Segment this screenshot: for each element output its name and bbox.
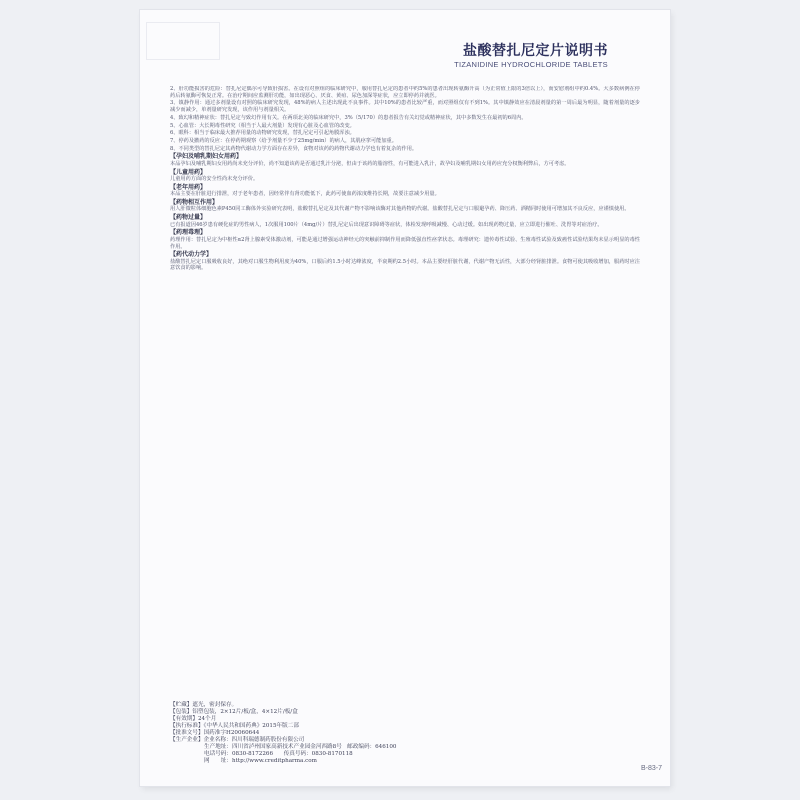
section-text: 已有报道因46岁患有硬化症的男性病人，1次服用100片（4mg/片）替扎尼定后出现意识障碍等症状，体检发现呼吸减慢、心动过缓。如出现药物过量，应立即进行催吐、洗胃等对症治疗。 (170, 221, 603, 228)
section-3 (170, 123, 640, 130)
section-heading: 【孕妇及哺乳期妇女用药】 (170, 153, 243, 161)
section-11 (170, 214, 640, 228)
manufacturer-line: 【生产企业】企业名称：四川科瑞德制药股份有限公司 (170, 737, 305, 743)
section-heading: 【药物过量】 (170, 214, 207, 222)
section-text: 8、不同类型的替扎尼定其药物代谢动力学方面存在差异，食物对该药的药物代谢动力学也有着复杂的作用。 (170, 145, 418, 152)
document-code: B-83-7 (640, 765, 662, 772)
section-8 (170, 169, 640, 183)
website-line: 网 址：http://www.creditpharma.com (204, 758, 317, 764)
instruction-sheet (140, 10, 670, 786)
section-heading: 【药物相互作用】 (170, 198, 219, 206)
section-text: 3、镇静作用：通过多剂量设有对照的临床研究发现，48%的病人主述出现此不良事件。其中10%的患者比较严重，而对照组仅有不到1%。其中镇静效应在清晨剂量的第一周后最为明显，随着剂量的逐步减少而减少，单剂量研究发现，该作用与剂量相关。 (170, 100, 640, 114)
standard-line: 【执行标准】《中华人民共和国药典》2015年版二部 (170, 723, 299, 729)
section-5 (170, 138, 640, 145)
document-body (170, 86, 640, 730)
section-text: 7、停药及撤药的反应：在停药期观察（给予剂量不少于25mg/min）的病人，其肌痉挛可能加重。 (170, 137, 397, 144)
section-text: 6、眼科：相当于临床最大推荐用量的动物研究发现，替扎尼定可引起角膜浑浊。 (170, 130, 355, 137)
section-text: 盐酸替扎尼定口服吸收良好，其绝对口服生物利用度为40%，口服后约1.5小时达峰浓度，半衰期约2.5小时。本品主要经肝脏代谢，代谢产物无活性，大部分经肾脏排泄。食物可使其吸收增加，服药时应注意饮食的影响。 (170, 258, 640, 272)
section-text: 本品主要在肝脏进行排泄，对于老年患者，因经常伴有肾功能低下，此药可使血药浓度维持长期，故要注意减少用量。 (170, 191, 440, 198)
section-2 (170, 115, 640, 122)
section-text: 4、致幻和精神症状：替扎尼定与致幻作用有关。在两项北美的临床研究中，3%（5/170）的患者报告有关幻觉或精神症状，其中多数发生在最初的6周内。 (170, 114, 527, 121)
package-line: 【包装】铝塑包装，2×12片/板/盒，4×12片/板/盒 (170, 709, 298, 715)
section-text: 用人肝微粒体细胞色素P450同工酶体外实验研究表明，盐酸替扎尼定及其代谢产物不影响该酶对其他药物的代谢。盐酸替扎尼定与口服避孕药、降压药、酒精同时使用可增加其不良反应，应谨慎使用。 (170, 206, 630, 213)
section-heading: 【儿童用药】 (170, 168, 207, 176)
section-10 (170, 199, 640, 213)
phone-line: 电话号码：0830-8172266 传真号码：0830-8170118 (204, 751, 353, 757)
section-text: 药理作用：替扎尼定为中枢性α2肾上腺素受体激动剂，可能是通过增强运动神经元的突触前抑制作用而降低强直性痉挛状态。毒理研究：遗传毒性试验、生殖毒性试验及致癌性试验结果均未显示明显的毒性作用。 (170, 236, 640, 250)
section-heading: 【药理毒理】 (170, 229, 207, 237)
section-7 (170, 153, 640, 167)
document-subtitle: TIZANIDINE HYDROCHLORIDE TABLETS (454, 60, 608, 69)
section-9 (170, 184, 640, 198)
section-13 (170, 251, 640, 272)
section-text: 5、心血管：大长期毒性研究（相当于人最大剂量）发现有心脏及心血管的改变。 (170, 122, 355, 129)
storage-line: 【贮藏】遮光，密封保存。 (170, 702, 238, 708)
expiry-line: 【有效期】24个月 (170, 716, 217, 722)
section-heading: 【药代动力学】 (170, 251, 213, 259)
section-12 (170, 229, 640, 250)
product-meta (170, 702, 640, 770)
section-text: 本品孕妇及哺乳期妇女用药尚未充分评价，尚不知道该药是否通过乳汁分泌，但由于该药的脂溶性，有可能进入乳汁，故孕妇及哺乳期妇女用药应充分权衡利弊后，方可考虑。 (170, 160, 570, 167)
section-4 (170, 130, 640, 137)
document-header (140, 10, 670, 69)
section-heading: 【老年用药】 (170, 183, 207, 191)
address-line: 生产地址：四川省泸州国家高新技术产业园金河西路8号 邮政编码：646100 (204, 744, 397, 750)
approval-line: 【批准文号】国药准字H20060644 (170, 730, 260, 736)
section-text: 儿童用药方面的安全性尚未充分评价。 (170, 176, 259, 183)
section-6 (170, 146, 640, 153)
section-0 (170, 86, 640, 99)
document-title: 盐酸替扎尼定片说明书 (463, 43, 608, 59)
section-text: 2、肝功能损害的危险：替扎尼定偶尔可导致肝损害。在设有对照组的临床研究中，服用替扎尼定的患者中约5%的患者出现转氨酶升高（为正常值上限的3倍以上），而安慰剂组中约0.4%。大多数病例在停药后转氨酶可恢复正常。在治疗期间应监测肝功能，如出现恶心、厌食、黄疸、尿色加深等症状，应立即停药并就医。 (170, 86, 640, 99)
section-1 (170, 100, 640, 113)
